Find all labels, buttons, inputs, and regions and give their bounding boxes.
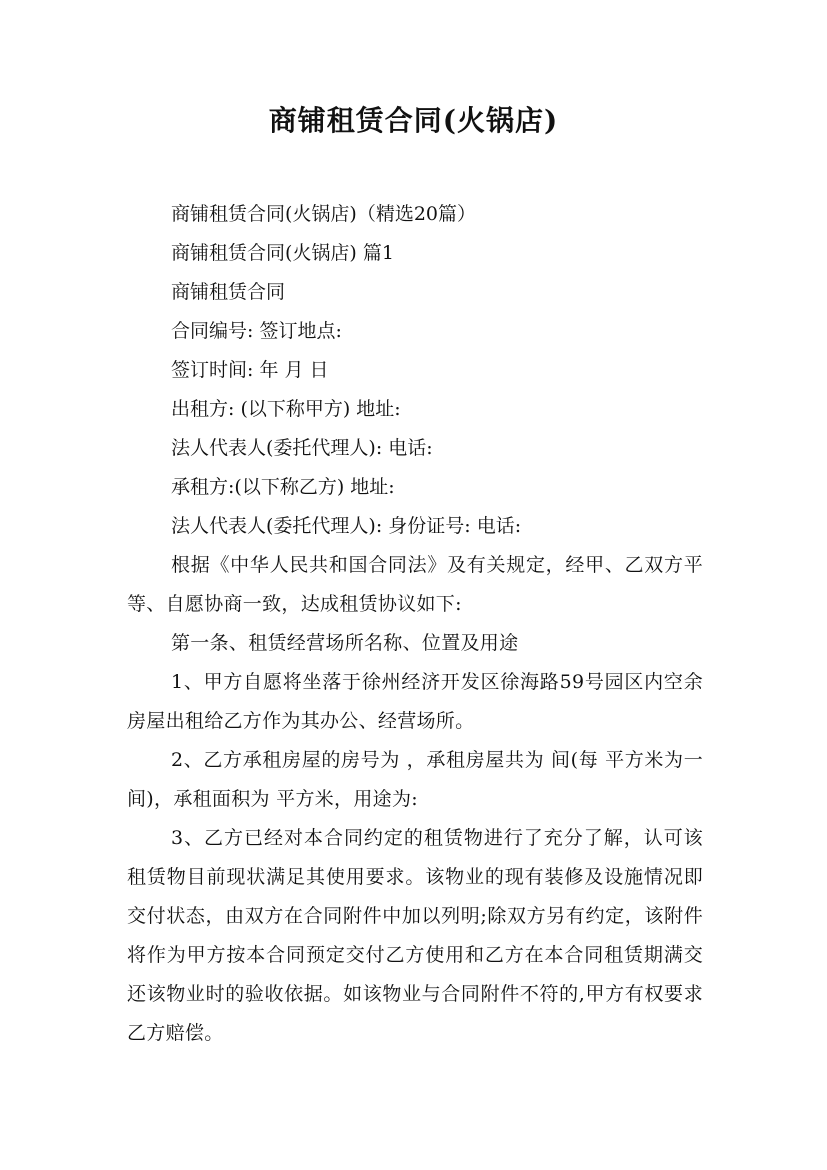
subtitle-line: 商铺租赁合同(火锅店)（精选20篇）	[171, 203, 477, 225]
document-title: 商铺租赁合同(火锅店)	[268, 104, 559, 137]
signing-date-line: 签订时间: 年 月 日	[171, 359, 329, 381]
clause-paragraph: 1、甲方自愿将坐落于徐州经济开发区徐海路59号园区内空余房屋出租给乙方作为其办公、经营场所。	[127, 671, 703, 732]
contract-number-line: 合同编号: 签订地点:	[171, 320, 342, 342]
lessee-line: 承租方:(以下称乙方) 地址:	[171, 476, 395, 498]
contract-name: 商铺租赁合同	[171, 281, 286, 303]
intro-paragraph: 根据《中华人民共和国合同法》及有关规定，经甲、乙双方平等、自愿协商一致，达成租赁协议如下:	[127, 554, 703, 615]
article-heading: 第一条、租赁经营场所名称、位置及用途	[171, 632, 519, 654]
lessor-representative-line: 法人代表人(委托代理人): 电话:	[171, 437, 433, 459]
clause-paragraph: 2、乙方承租房屋的房号为 ，承租房屋共为 间(每 平方米为一间)，承租面积为 平方米，用途为:	[127, 749, 703, 810]
lessor-line: 出租方: (以下称甲方) 地址:	[171, 398, 401, 420]
clause-paragraph: 3、乙方已经对本合同约定的租赁物进行了充分了解，认可该租赁物目前现状满足其使用要求。该物业的现有装修及设施情况即交付状态，由双方在合同附件中加以列明;除双方另有约定，该附件将作为甲方按本合同预定交付乙方使用和乙方在本合同租赁期满交还该物业时的验收依据。如该物业与合同附件不符的,甲方有权要求乙方赔偿。	[127, 827, 703, 1044]
lessee-representative-line: 法人代表人(委托代理人): 身份证号: 电话:	[171, 515, 522, 537]
document-body	[127, 195, 703, 1053]
section-heading: 商铺租赁合同(火锅店) 篇1	[171, 242, 394, 264]
